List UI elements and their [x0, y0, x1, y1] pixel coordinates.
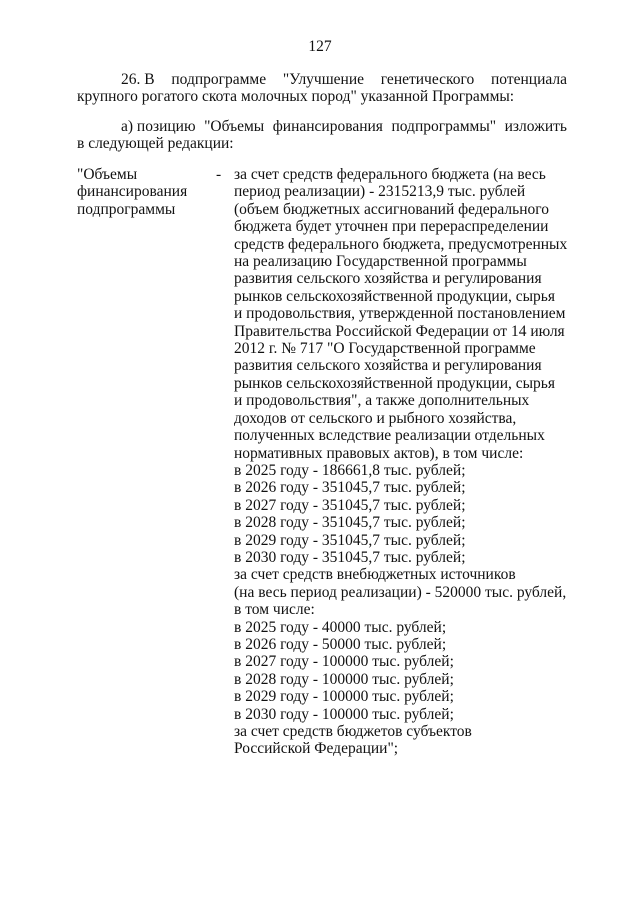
content-line: рынков сельскохозяйственной продукции, сырья	[234, 287, 556, 305]
content-line: доходов от сельского и рыбного хозяйства,	[234, 409, 517, 427]
paragraph-a-line-1	[77, 118, 567, 135]
paragraph-26-line-2: крупного рогатого скота молочных пород" указанной Программы:	[77, 88, 515, 106]
separator-dash: -	[216, 166, 222, 183]
paragraph-a	[77, 118, 567, 153]
word: изложить	[504, 118, 567, 135]
word: 26. В	[121, 71, 155, 88]
word: "Объемы	[204, 118, 265, 135]
content-line: развития сельского хозяйства и регулирования	[234, 357, 542, 375]
word: потенциала	[490, 71, 567, 88]
content-line: в 2026 году - 50000 тыс. рублей;	[234, 635, 447, 653]
content-line: развития сельского хозяйства и регулирования	[234, 270, 542, 288]
content-line: бюджета будет уточнен при перераспределении	[234, 218, 549, 236]
content-line: Российской Федерации";	[234, 740, 399, 758]
content-line: за счет средств федерального бюджета (на весь	[234, 166, 546, 183]
paragraph-26	[77, 71, 567, 106]
content-line: средств федерального бюджета, предусмотренных	[234, 235, 568, 253]
word: "Улучшение	[282, 71, 365, 88]
paragraph-a-line-2: в следующей редакции:	[77, 135, 234, 153]
content-line: за счет средств внебюджетных источников	[234, 566, 516, 584]
content-line: за счет средств бюджетов субъектов	[234, 723, 472, 740]
paragraph-26-line-1	[77, 71, 567, 88]
word: а) позицию	[121, 118, 196, 135]
word: подпрограммы"	[391, 118, 497, 135]
content-line: в 2027 году - 100000 тыс. рублей;	[234, 653, 454, 671]
content-line: в 2029 году - 351045,7 тыс. рублей;	[234, 531, 466, 549]
word: генетического	[380, 71, 475, 88]
content-line: в том числе:	[234, 601, 315, 619]
content-line: на реализацию Государственной программы	[234, 253, 527, 271]
position-title-line: финансирования	[77, 183, 188, 201]
content-line: полученных вследствие реализации отдельных	[234, 427, 545, 445]
content-line: в 2025 году - 186661,8 тыс. рублей;	[234, 461, 466, 479]
content-line: период реализации) - 2315213,9 тыс. рублей	[234, 183, 526, 201]
word: подпрограмме	[171, 71, 267, 88]
content-line: в 2028 году - 351045,7 тыс. рублей;	[234, 514, 466, 532]
content-line: в 2030 году - 351045,7 тыс. рублей;	[234, 548, 466, 566]
position-title-line: "Объемы	[77, 166, 138, 183]
content-line: (объем бюджетных ассигнований федерального	[234, 200, 549, 218]
content-line: в 2026 году - 351045,7 тыс. рублей;	[234, 479, 466, 497]
position-title-line: подпрограммы	[77, 200, 176, 218]
content-line: в 2030 году - 100000 тыс. рублей;	[234, 705, 454, 723]
content-line: в 2029 году - 100000 тыс. рублей;	[234, 688, 454, 706]
content-line: нормативных правовых актов), в том числе:	[234, 444, 524, 462]
position-content	[234, 166, 574, 758]
position-title	[77, 166, 207, 218]
content-line: в 2025 году - 40000 тыс. рублей;	[234, 618, 447, 636]
content-line: 2012 г. № 717 "О Государственной программе	[234, 340, 536, 358]
page-number: 127	[308, 38, 332, 55]
content-line: рынков сельскохозяйственной продукции, сырья	[234, 374, 556, 392]
word: финансирования	[272, 118, 383, 135]
content-line: (на весь период реализации) - 520000 тыс. рублей,	[234, 583, 567, 601]
content-line: в 2028 году - 100000 тыс. рублей;	[234, 670, 454, 688]
content-line: и продовольствия, утвержденной постановлением	[234, 305, 566, 323]
content-line: Правительства Российской Федерации от 14 июля	[234, 322, 565, 340]
content-line: и продовольствия", а также дополнительных	[234, 392, 530, 410]
content-line: в 2027 году - 351045,7 тыс. рублей;	[234, 496, 466, 514]
